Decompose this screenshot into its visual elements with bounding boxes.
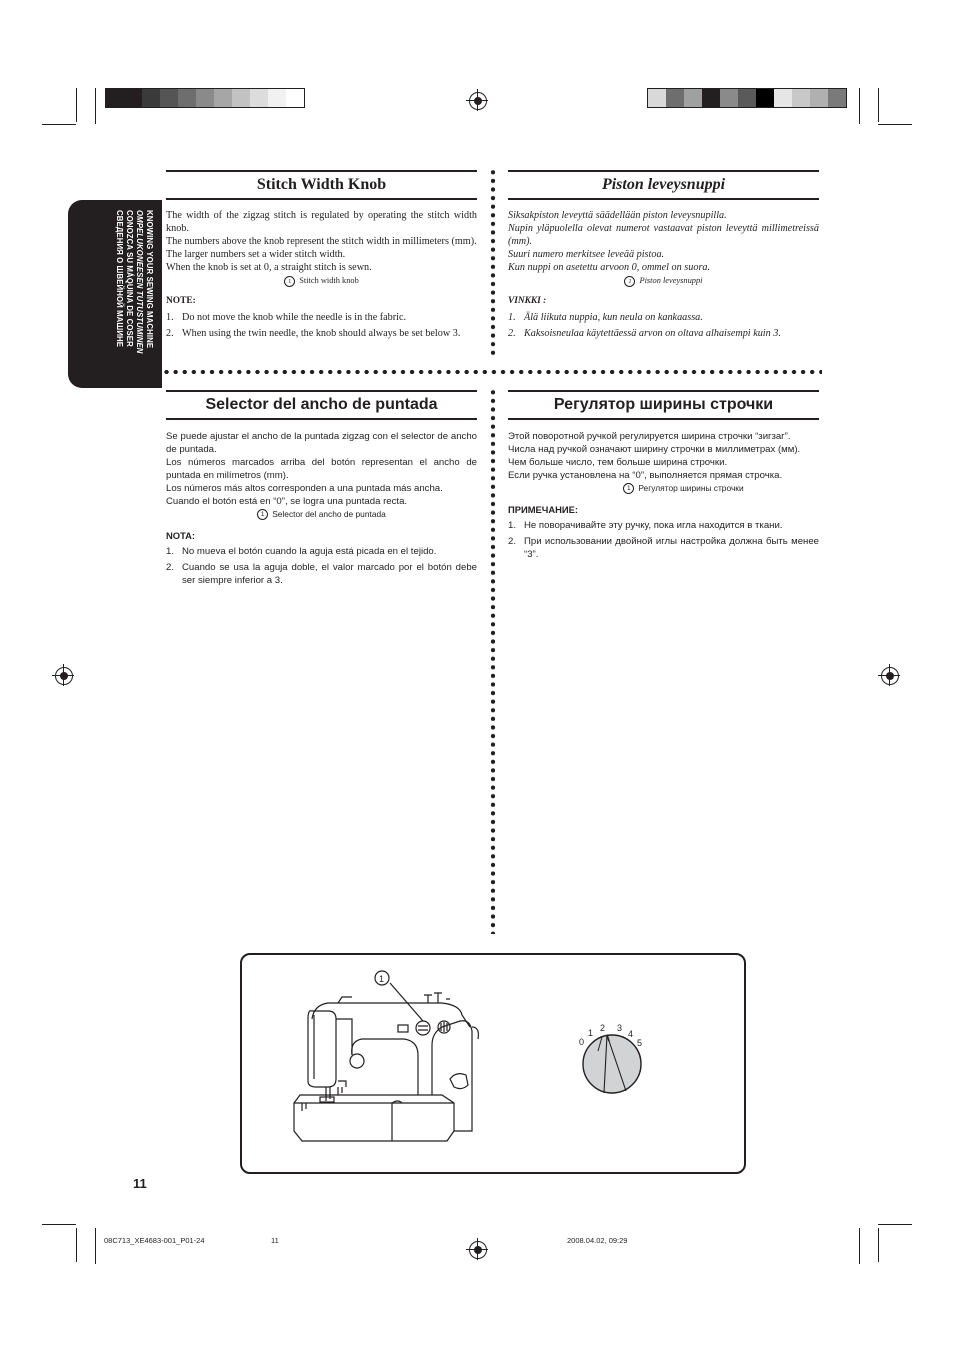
dial-number: 2 (600, 1023, 606, 1033)
callout-number: 1 (257, 509, 268, 520)
section-finnish: Siksakpiston leveyttä säädellään piston leveysnupilla. Nupin yläpuolella olevat numerot vastaavat piston leveyttä millimetreissä (mm). Suuri numero merkitsee leveää pistoa. Kun nuppi on asetettu arvoon 0, ommel on suora. 1 Piston leveysnuppi VINKKI : 1. Älä liikuta nuppia, kun neula on kankaassa. 2. Kaksoisneulaa käytettäessä arvon on oltava alhaisempi kuin 3. (508, 210, 819, 339)
color-swatch (106, 89, 124, 107)
color-swatch (756, 89, 774, 107)
crop-mark (859, 1228, 860, 1264)
stitch-width-dial-icon (583, 1035, 641, 1093)
section-english: The width of the zigzag stitch is regulated by operating the stitch width knob. The numbers above the knob represent the stitch width in millimeters (mm). The larger numbers set a wider stitch width. When the knob is set at 0, a straight stitch is sewn. 1 Stitch width knob NOTE: 1. Do not move the knob while the needle is in the fabric. 2. When using the twin needle, the knob should always be set below 3. (166, 210, 477, 339)
dial-number: 1 (588, 1028, 594, 1038)
heading-spanish: Selector del ancho de puntada (166, 390, 477, 420)
color-swatch (196, 89, 214, 107)
dial-number: 5 (637, 1038, 643, 1048)
callout-number: 1 (624, 276, 635, 287)
color-swatch (268, 89, 286, 107)
crop-mark (878, 124, 912, 125)
color-swatch (648, 89, 666, 107)
crop-mark (95, 1228, 96, 1264)
color-swatch (810, 89, 828, 107)
color-swatch (774, 89, 792, 107)
callout-number: 1 (284, 276, 295, 287)
page-number: 11 (133, 1176, 147, 1191)
crop-mark (878, 1228, 879, 1262)
crop-mark (42, 124, 76, 125)
dial-number: 0 (579, 1037, 585, 1047)
crop-mark (878, 1224, 912, 1225)
footer-page: 11 (271, 1236, 279, 1245)
color-swatch (250, 89, 268, 107)
crop-mark (95, 88, 96, 124)
color-swatch (702, 89, 720, 107)
footer-file: 08C713_XE4683-001_P01-24 (104, 1236, 205, 1245)
color-bar-right (647, 88, 847, 108)
color-swatch (286, 89, 304, 107)
figure-box (240, 953, 746, 1174)
color-swatch (160, 89, 178, 107)
heading-finnish: Piston leveysnuppi (508, 170, 819, 200)
color-swatch (142, 89, 160, 107)
crop-mark (76, 1228, 77, 1262)
color-swatch (828, 89, 846, 107)
color-swatch (738, 89, 756, 107)
heading-english: Stitch Width Knob (166, 170, 477, 200)
footer-date: 2008.04.02, 09:29 (567, 1236, 628, 1245)
crop-mark (878, 88, 879, 122)
color-swatch (232, 89, 250, 107)
color-swatch (178, 89, 196, 107)
dotted-divider-vertical (490, 388, 496, 934)
registration-mark-icon (881, 667, 899, 685)
callout-number: 1 (623, 483, 634, 494)
dotted-divider-vertical (490, 168, 496, 356)
section-russian: Этой поворотной ручкой регулируется ширина строчки “зигзаг”. Числа над ручкой означают ширину строчки в миллиметрах (мм). Чем больше число, тем больше ширина строчки. Если ручка установлена на “0”, выполняется прямая строчка. 1 Регулятор ширины строчки ПРИМЕЧАНИЕ: 1. Не поворачивайте эту ручку, пока игла находится в ткани. 2. При использовании двойной иглы настройка должна быть менее “3”. (508, 431, 819, 560)
color-bar-left (105, 88, 305, 108)
dotted-divider-horizontal (162, 369, 822, 375)
color-swatch (720, 89, 738, 107)
crop-mark (859, 88, 860, 124)
section-spanish: Se puede ajustar el ancho de la puntada zigzag con el selector de ancho de puntada. Los números marcados arriba del botón representan el ancho de puntada en milímetros (mm). Los números más altos corresponden a una puntada más ancha. Cuando el botón está en “0”, se logra una puntada recta. 1 Selector del ancho de puntada NOTA: 1. No mueva el botón cuando la aguja está picada en el tejido. 2. Cuando se usa la aguja doble, el valor marcado por el botón debe ser siempre inferior a 3. (166, 431, 477, 586)
crop-mark (76, 88, 77, 122)
color-swatch (792, 89, 810, 107)
registration-mark-icon (55, 667, 73, 685)
section-side-tab-text: KNOWING YOUR SEWING MACHINE OMPELUKONEESEN TUTUSTUMINEN CONOZCA SU MÁQUINA DE COSER СВЕДЕНИЯ О ШВЕЙНОЙ МАШИНЕ (115, 210, 154, 354)
callout-number: 1 (379, 974, 385, 984)
dial-number: 4 (628, 1029, 634, 1039)
dial-number: 3 (617, 1023, 623, 1033)
crop-mark (42, 1224, 76, 1225)
color-swatch (684, 89, 702, 107)
color-swatch (124, 89, 142, 107)
registration-mark-icon (469, 1241, 487, 1259)
registration-mark-icon (469, 92, 487, 110)
color-swatch (214, 89, 232, 107)
color-swatch (666, 89, 684, 107)
sewing-machine-illustration (242, 955, 744, 1172)
heading-russian: Регулятор ширины строчки (508, 390, 819, 420)
